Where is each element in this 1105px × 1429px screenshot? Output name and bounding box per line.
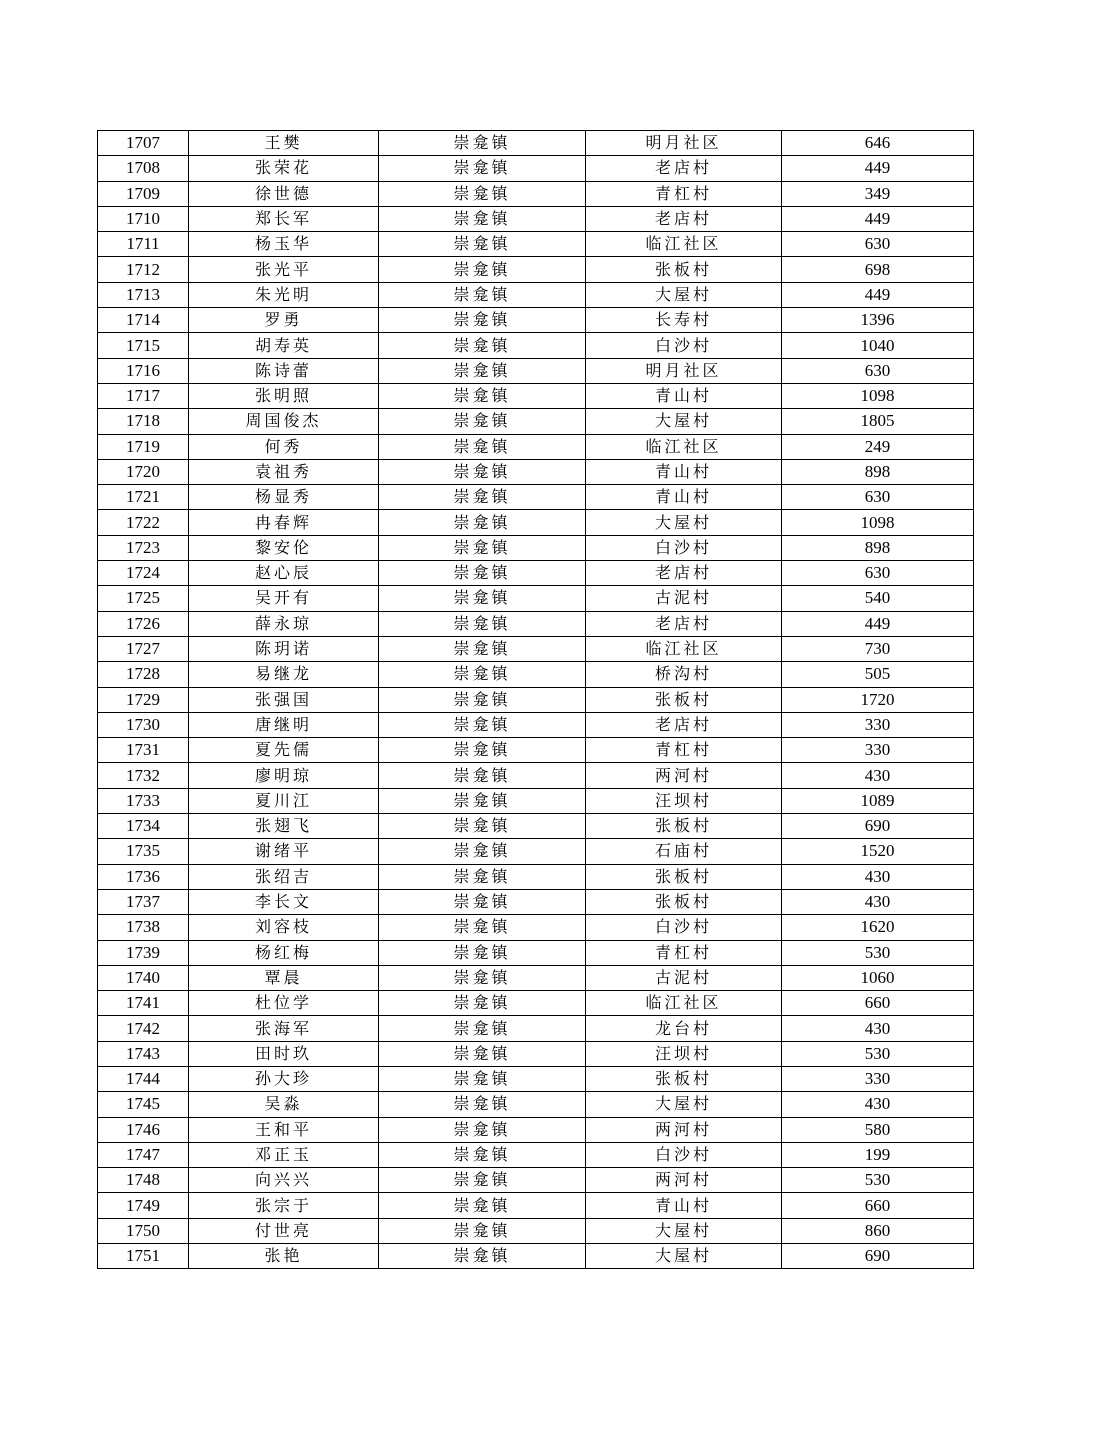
village-cell: 大屋村 (586, 1092, 782, 1117)
amount-cell: 1098 (782, 383, 974, 408)
row-number-cell: 1718 (98, 409, 189, 434)
amount-cell: 430 (782, 864, 974, 889)
town-cell: 崇龛镇 (379, 662, 586, 687)
amount-cell: 660 (782, 991, 974, 1016)
town-cell: 崇龛镇 (379, 965, 586, 990)
village-cell: 青山村 (586, 1193, 782, 1218)
village-cell: 张板村 (586, 1066, 782, 1091)
name-cell: 杜位学 (189, 991, 379, 1016)
village-cell: 老店村 (586, 712, 782, 737)
town-cell: 崇龛镇 (379, 181, 586, 206)
village-cell: 青杠村 (586, 181, 782, 206)
amount-cell: 449 (782, 206, 974, 231)
name-cell: 张明照 (189, 383, 379, 408)
table-row (98, 991, 974, 1016)
village-cell: 临江社区 (586, 232, 782, 257)
row-number-cell: 1727 (98, 636, 189, 661)
town-cell: 崇龛镇 (379, 991, 586, 1016)
name-cell: 刘容枝 (189, 915, 379, 940)
table-row (98, 434, 974, 459)
name-cell: 唐继明 (189, 712, 379, 737)
town-cell: 崇龛镇 (379, 308, 586, 333)
village-cell: 老店村 (586, 206, 782, 231)
amount-cell: 690 (782, 814, 974, 839)
row-number-cell: 1723 (98, 535, 189, 560)
amount-cell: 698 (782, 257, 974, 282)
name-cell: 陈玥诺 (189, 636, 379, 661)
name-cell: 黎安伦 (189, 535, 379, 560)
village-cell: 古泥村 (586, 965, 782, 990)
table-row (98, 383, 974, 408)
village-cell: 临江社区 (586, 636, 782, 661)
table-row (98, 510, 974, 535)
village-cell: 老店村 (586, 156, 782, 181)
table-row (98, 1193, 974, 1218)
table-row (98, 814, 974, 839)
town-cell: 崇龛镇 (379, 738, 586, 763)
village-cell: 临江社区 (586, 991, 782, 1016)
table-row (98, 561, 974, 586)
table-row (98, 232, 974, 257)
name-cell: 张艳 (189, 1244, 379, 1269)
village-cell: 青山村 (586, 485, 782, 510)
row-number-cell: 1725 (98, 586, 189, 611)
amount-cell: 505 (782, 662, 974, 687)
town-cell: 崇龛镇 (379, 282, 586, 307)
table-row (98, 1117, 974, 1142)
town-cell: 崇龛镇 (379, 1066, 586, 1091)
name-cell: 孙大珍 (189, 1066, 379, 1091)
amount-cell: 660 (782, 1193, 974, 1218)
amount-cell: 646 (782, 131, 974, 156)
amount-cell: 449 (782, 611, 974, 636)
village-cell: 张板村 (586, 687, 782, 712)
amount-cell: 430 (782, 1016, 974, 1041)
name-cell: 吴淼 (189, 1092, 379, 1117)
amount-cell: 630 (782, 561, 974, 586)
table-row (98, 965, 974, 990)
amount-cell: 530 (782, 940, 974, 965)
table-body (98, 131, 974, 1269)
amount-cell: 1520 (782, 839, 974, 864)
village-cell: 张板村 (586, 814, 782, 839)
village-cell: 白沙村 (586, 535, 782, 560)
name-cell: 薛永琼 (189, 611, 379, 636)
town-cell: 崇龛镇 (379, 1168, 586, 1193)
recipient-table (97, 130, 974, 1269)
amount-cell: 430 (782, 1092, 974, 1117)
name-cell: 覃晨 (189, 965, 379, 990)
table-row (98, 131, 974, 156)
amount-cell: 730 (782, 636, 974, 661)
town-cell: 崇龛镇 (379, 459, 586, 484)
town-cell: 崇龛镇 (379, 333, 586, 358)
row-number-cell: 1713 (98, 282, 189, 307)
village-cell: 两河村 (586, 763, 782, 788)
town-cell: 崇龛镇 (379, 1193, 586, 1218)
amount-cell: 530 (782, 1041, 974, 1066)
town-cell: 崇龛镇 (379, 535, 586, 560)
amount-cell: 249 (782, 434, 974, 459)
row-number-cell: 1719 (98, 434, 189, 459)
town-cell: 崇龛镇 (379, 712, 586, 737)
village-cell: 石庙村 (586, 839, 782, 864)
table-row (98, 636, 974, 661)
table-row (98, 712, 974, 737)
table-row (98, 1041, 974, 1066)
row-number-cell: 1717 (98, 383, 189, 408)
row-number-cell: 1720 (98, 459, 189, 484)
name-cell: 廖明琼 (189, 763, 379, 788)
amount-cell: 330 (782, 1066, 974, 1091)
amount-cell: 630 (782, 485, 974, 510)
village-cell: 老店村 (586, 611, 782, 636)
table-row (98, 1142, 974, 1167)
row-number-cell: 1721 (98, 485, 189, 510)
row-number-cell: 1738 (98, 915, 189, 940)
amount-cell: 199 (782, 1142, 974, 1167)
amount-cell: 449 (782, 282, 974, 307)
table-row (98, 662, 974, 687)
amount-cell: 1040 (782, 333, 974, 358)
table-row (98, 333, 974, 358)
village-cell: 龙台村 (586, 1016, 782, 1041)
amount-cell: 1620 (782, 915, 974, 940)
village-cell: 白沙村 (586, 915, 782, 940)
village-cell: 青杠村 (586, 940, 782, 965)
amount-cell: 1396 (782, 308, 974, 333)
row-number-cell: 1715 (98, 333, 189, 358)
row-number-cell: 1733 (98, 788, 189, 813)
row-number-cell: 1714 (98, 308, 189, 333)
village-cell: 两河村 (586, 1117, 782, 1142)
table-row (98, 1092, 974, 1117)
village-cell: 大屋村 (586, 409, 782, 434)
town-cell: 崇龛镇 (379, 864, 586, 889)
name-cell: 杨红梅 (189, 940, 379, 965)
town-cell: 崇龛镇 (379, 485, 586, 510)
village-cell: 大屋村 (586, 1218, 782, 1243)
village-cell: 明月社区 (586, 131, 782, 156)
name-cell: 向兴兴 (189, 1168, 379, 1193)
amount-cell: 898 (782, 459, 974, 484)
town-cell: 崇龛镇 (379, 839, 586, 864)
name-cell: 胡寿英 (189, 333, 379, 358)
name-cell: 张强国 (189, 687, 379, 712)
table-row (98, 1244, 974, 1269)
amount-cell: 630 (782, 358, 974, 383)
amount-cell: 530 (782, 1168, 974, 1193)
amount-cell: 540 (782, 586, 974, 611)
row-number-cell: 1749 (98, 1193, 189, 1218)
name-cell: 张光平 (189, 257, 379, 282)
row-number-cell: 1744 (98, 1066, 189, 1091)
table-row (98, 889, 974, 914)
village-cell: 青山村 (586, 459, 782, 484)
row-number-cell: 1739 (98, 940, 189, 965)
town-cell: 崇龛镇 (379, 1092, 586, 1117)
table-row (98, 535, 974, 560)
town-cell: 崇龛镇 (379, 434, 586, 459)
village-cell: 明月社区 (586, 358, 782, 383)
amount-cell: 1720 (782, 687, 974, 712)
row-number-cell: 1730 (98, 712, 189, 737)
row-number-cell: 1741 (98, 991, 189, 1016)
table-row (98, 839, 974, 864)
amount-cell: 349 (782, 181, 974, 206)
row-number-cell: 1748 (98, 1168, 189, 1193)
village-cell: 白沙村 (586, 333, 782, 358)
amount-cell: 1098 (782, 510, 974, 535)
village-cell: 大屋村 (586, 1244, 782, 1269)
row-number-cell: 1740 (98, 965, 189, 990)
name-cell: 王和平 (189, 1117, 379, 1142)
row-number-cell: 1742 (98, 1016, 189, 1041)
town-cell: 崇龛镇 (379, 636, 586, 661)
table-row (98, 915, 974, 940)
village-cell: 大屋村 (586, 510, 782, 535)
row-number-cell: 1712 (98, 257, 189, 282)
village-cell: 老店村 (586, 561, 782, 586)
row-number-cell: 1736 (98, 864, 189, 889)
row-number-cell: 1750 (98, 1218, 189, 1243)
amount-cell: 430 (782, 889, 974, 914)
town-cell: 崇龛镇 (379, 409, 586, 434)
row-number-cell: 1726 (98, 611, 189, 636)
town-cell: 崇龛镇 (379, 1244, 586, 1269)
table-row (98, 1168, 974, 1193)
town-cell: 崇龛镇 (379, 131, 586, 156)
village-cell: 两河村 (586, 1168, 782, 1193)
name-cell: 赵心辰 (189, 561, 379, 586)
row-number-cell: 1734 (98, 814, 189, 839)
table-row (98, 1016, 974, 1041)
name-cell: 张荣花 (189, 156, 379, 181)
name-cell: 谢绪平 (189, 839, 379, 864)
town-cell: 崇龛镇 (379, 889, 586, 914)
town-cell: 崇龛镇 (379, 510, 586, 535)
table-row (98, 788, 974, 813)
amount-cell: 1060 (782, 965, 974, 990)
row-number-cell: 1729 (98, 687, 189, 712)
table-row (98, 940, 974, 965)
row-number-cell: 1716 (98, 358, 189, 383)
amount-cell: 630 (782, 232, 974, 257)
row-number-cell: 1711 (98, 232, 189, 257)
row-number-cell: 1707 (98, 131, 189, 156)
table-row (98, 1218, 974, 1243)
town-cell: 崇龛镇 (379, 687, 586, 712)
name-cell: 袁祖秀 (189, 459, 379, 484)
village-cell: 大屋村 (586, 282, 782, 307)
town-cell: 崇龛镇 (379, 206, 586, 231)
town-cell: 崇龛镇 (379, 232, 586, 257)
village-cell: 桥沟村 (586, 662, 782, 687)
table-row (98, 308, 974, 333)
row-number-cell: 1732 (98, 763, 189, 788)
amount-cell: 1089 (782, 788, 974, 813)
village-cell: 青杠村 (586, 738, 782, 763)
name-cell: 冉春辉 (189, 510, 379, 535)
row-number-cell: 1708 (98, 156, 189, 181)
table-row (98, 485, 974, 510)
name-cell: 何秀 (189, 434, 379, 459)
name-cell: 李长文 (189, 889, 379, 914)
row-number-cell: 1709 (98, 181, 189, 206)
name-cell: 吴开有 (189, 586, 379, 611)
town-cell: 崇龛镇 (379, 358, 586, 383)
table-row (98, 459, 974, 484)
town-cell: 崇龛镇 (379, 561, 586, 586)
name-cell: 郑长军 (189, 206, 379, 231)
row-number-cell: 1710 (98, 206, 189, 231)
village-cell: 张板村 (586, 864, 782, 889)
row-number-cell: 1743 (98, 1041, 189, 1066)
amount-cell: 898 (782, 535, 974, 560)
table-row (98, 738, 974, 763)
name-cell: 杨玉华 (189, 232, 379, 257)
town-cell: 崇龛镇 (379, 611, 586, 636)
row-number-cell: 1751 (98, 1244, 189, 1269)
name-cell: 徐世德 (189, 181, 379, 206)
amount-cell: 330 (782, 738, 974, 763)
amount-cell: 449 (782, 156, 974, 181)
row-number-cell: 1735 (98, 839, 189, 864)
table-row (98, 763, 974, 788)
name-cell: 周国俊杰 (189, 409, 379, 434)
table-row (98, 181, 974, 206)
table-row (98, 687, 974, 712)
amount-cell: 580 (782, 1117, 974, 1142)
amount-cell: 1805 (782, 409, 974, 434)
table-row (98, 586, 974, 611)
amount-cell: 430 (782, 763, 974, 788)
name-cell: 罗勇 (189, 308, 379, 333)
name-cell: 张绍吉 (189, 864, 379, 889)
town-cell: 崇龛镇 (379, 1218, 586, 1243)
table-row (98, 257, 974, 282)
name-cell: 夏川江 (189, 788, 379, 813)
town-cell: 崇龛镇 (379, 814, 586, 839)
row-number-cell: 1745 (98, 1092, 189, 1117)
name-cell: 田时玖 (189, 1041, 379, 1066)
village-cell: 白沙村 (586, 1142, 782, 1167)
village-cell: 张板村 (586, 889, 782, 914)
name-cell: 张海军 (189, 1016, 379, 1041)
table-row (98, 864, 974, 889)
town-cell: 崇龛镇 (379, 788, 586, 813)
table-row (98, 156, 974, 181)
town-cell: 崇龛镇 (379, 940, 586, 965)
village-cell: 张板村 (586, 257, 782, 282)
town-cell: 崇龛镇 (379, 1016, 586, 1041)
name-cell: 易继龙 (189, 662, 379, 687)
town-cell: 崇龛镇 (379, 257, 586, 282)
row-number-cell: 1728 (98, 662, 189, 687)
name-cell: 邓正玉 (189, 1142, 379, 1167)
village-cell: 汪坝村 (586, 1041, 782, 1066)
table-row (98, 282, 974, 307)
town-cell: 崇龛镇 (379, 763, 586, 788)
amount-cell: 330 (782, 712, 974, 737)
table-row (98, 206, 974, 231)
row-number-cell: 1737 (98, 889, 189, 914)
village-cell: 古泥村 (586, 586, 782, 611)
village-cell: 长寿村 (586, 308, 782, 333)
name-cell: 王樊 (189, 131, 379, 156)
amount-cell: 690 (782, 1244, 974, 1269)
name-cell: 张翅飞 (189, 814, 379, 839)
row-number-cell: 1746 (98, 1117, 189, 1142)
town-cell: 崇龛镇 (379, 383, 586, 408)
town-cell: 崇龛镇 (379, 586, 586, 611)
name-cell: 付世亮 (189, 1218, 379, 1243)
table-row (98, 1066, 974, 1091)
row-number-cell: 1731 (98, 738, 189, 763)
town-cell: 崇龛镇 (379, 156, 586, 181)
town-cell: 崇龛镇 (379, 1041, 586, 1066)
amount-cell: 860 (782, 1218, 974, 1243)
table-row (98, 611, 974, 636)
name-cell: 陈诗蕾 (189, 358, 379, 383)
town-cell: 崇龛镇 (379, 915, 586, 940)
row-number-cell: 1722 (98, 510, 189, 535)
village-cell: 汪坝村 (586, 788, 782, 813)
table-row (98, 409, 974, 434)
row-number-cell: 1747 (98, 1142, 189, 1167)
name-cell: 夏先儒 (189, 738, 379, 763)
town-cell: 崇龛镇 (379, 1117, 586, 1142)
village-cell: 青山村 (586, 383, 782, 408)
row-number-cell: 1724 (98, 561, 189, 586)
table-row (98, 358, 974, 383)
name-cell: 张宗于 (189, 1193, 379, 1218)
name-cell: 杨显秀 (189, 485, 379, 510)
village-cell: 临江社区 (586, 434, 782, 459)
town-cell: 崇龛镇 (379, 1142, 586, 1167)
name-cell: 朱光明 (189, 282, 379, 307)
